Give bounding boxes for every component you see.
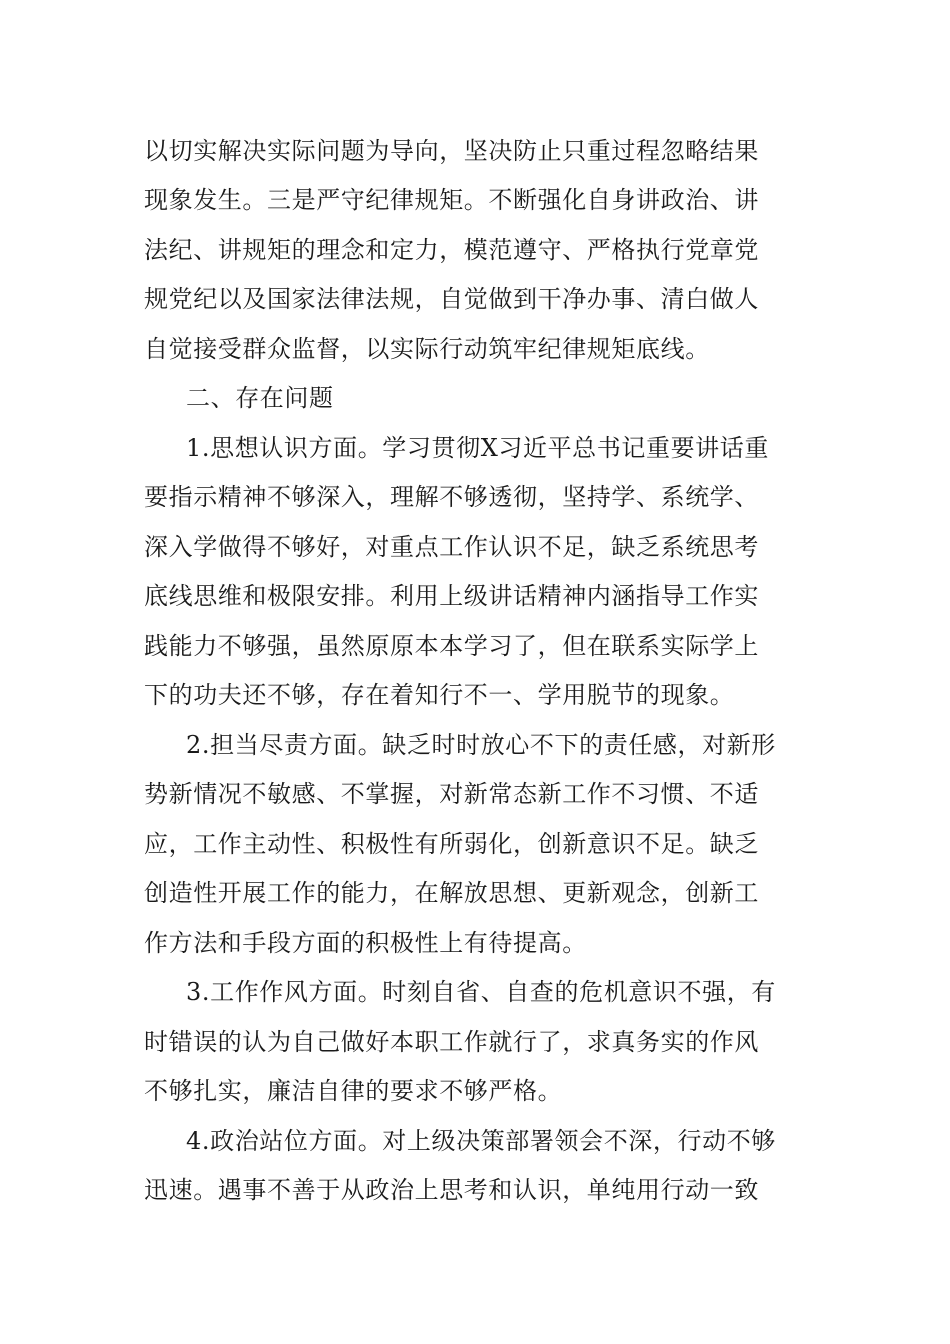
body-line: 法纪、讲规矩的理念和定力，模范遵守、严格执行党章党	[144, 236, 759, 264]
body-line: 迅速。遇事不善于从政治上思考和认识，单纯用行动一致	[144, 1176, 759, 1204]
body-line: 要指示精神不够深入，理解不够透彻，坚持学、系统学、	[144, 483, 759, 511]
body-line: 规党纪以及国家法律法规，自觉做到干净办事、清白做人	[144, 285, 759, 313]
body-line: 践能力不够强，虽然原原本本学习了，但在联系实际学上	[144, 632, 759, 660]
body-line: 应，工作主动性、积极性有所弱化，创新意识不足。缺乏	[144, 830, 759, 858]
body-line: 1.思想认识方面。学习贯彻X习近平总书记重要讲话重	[186, 434, 769, 462]
body-line: 现象发生。三是严守纪律规矩。不断强化自身讲政治、讲	[144, 186, 759, 214]
body-line: 创造性开展工作的能力，在解放思想、更新观念，创新工	[144, 879, 759, 907]
section-heading: 二、存在问题	[186, 384, 334, 412]
body-line: 3.工作作风方面。时刻自省、自查的危机意识不强，有	[186, 978, 776, 1006]
body-line: 深入学做得不够好，对重点工作认识不足，缺乏系统思考	[144, 533, 759, 561]
body-line: 自觉接受群众监督，以实际行动筑牢纪律规矩底线。	[144, 335, 710, 363]
body-line: 4.政治站位方面。对上级决策部署领会不深，行动不够	[186, 1127, 776, 1155]
body-line: 时错误的认为自己做好本职工作就行了，求真务实的作风	[144, 1028, 759, 1056]
body-line: 以切实解决实际问题为导向，坚决防止只重过程忽略结果	[144, 137, 759, 165]
body-line: 不够扎实，廉洁自律的要求不够严格。	[144, 1077, 563, 1105]
body-line: 势新情况不敏感、不掌握，对新常态新工作不习惯、不适	[144, 780, 759, 808]
body-line: 底线思维和极限安排。利用上级讲话精神内涵指导工作实	[144, 582, 759, 610]
body-line: 2.担当尽责方面。缺乏时时放心不下的责任感，对新形	[186, 731, 776, 759]
body-line: 作方法和手段方面的积极性上有待提高。	[144, 929, 587, 957]
body-line: 下的功夫还不够，存在着知行不一、学用脱节的现象。	[144, 681, 735, 709]
